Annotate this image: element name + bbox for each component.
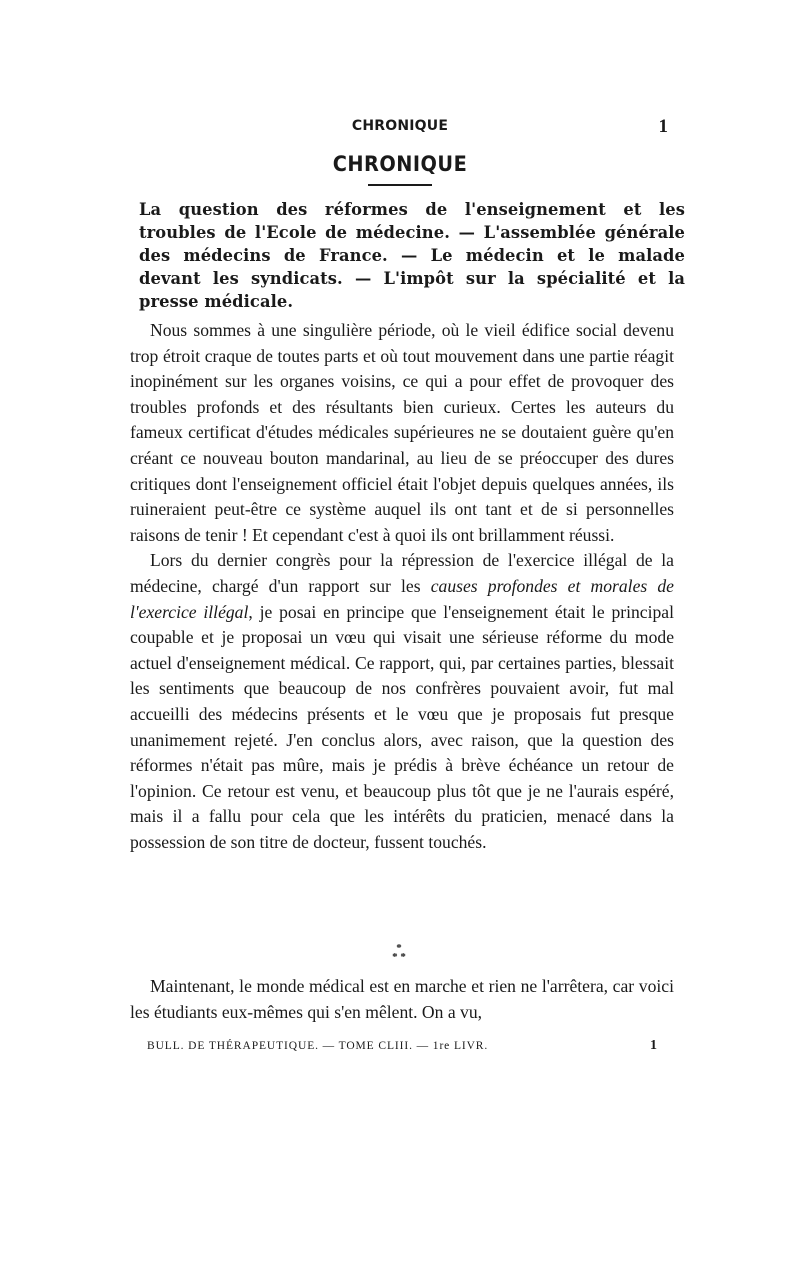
article-body xyxy=(130,318,674,855)
asterism-bottom: * * xyxy=(392,951,406,963)
running-title: CHRONIQUE xyxy=(351,118,449,134)
asterism-top: * xyxy=(396,942,402,954)
article-body-continued xyxy=(130,974,674,1025)
paragraph-2-end: , je posai en principe que l'enseignement était le principal coupable et je proposai un vœu qui visait une sérieuse réforme du mode actuel d'enseignement médical. Ce rapport, qui, par certaines parties, blessait les sentiments que beaucoup de nos confrères pouvaient avoir, fut mal accueilli des médecins présents et le vœu que je proposais fut presque unanimement rejeté. J'en conclus alors, avec raison, que la question des réformes n'était pas mûre, mais je prédis à brève échéance un retour de l'opinion. Ce retour est venu, et beaucoup plus tôt que je ne l'aurais espéré, mais il a fallu pour cela que les intérêts du praticien, menacé dans la possession de son titre de docteur, fussent touchés. xyxy=(130,601,674,852)
paragraph-2-italic: causes profondes et morales de l'exercice illégal xyxy=(130,575,674,622)
footer-signature: BULL. DE THÉRAPEUTIQUE. — TOME CLIII. — 1re LIVR. xyxy=(147,1040,489,1052)
paragraph-3: Maintenant, le monde médical est en marche et rien ne l'arrêtera, car voici les étudiants eux-mêmes qui s'en mêlent. On a vu, xyxy=(130,976,674,1022)
chapter-title: CHRONIQUE xyxy=(332,152,468,176)
paragraph-2-start: Lors du dernier congrès pour la répression de l'exercice illégal de la médecine, chargé d'un rapport sur les xyxy=(130,550,674,596)
page-number: 1 xyxy=(658,116,668,137)
page-footer xyxy=(147,1040,657,1058)
running-head xyxy=(130,118,670,138)
paragraph-2 xyxy=(130,548,674,855)
paragraph-1: Nous sommes à une singulière période, où le vieil édifice social devenu trop étroit craque de toutes parts et où tout mouvement dans une partie réagit inopinément sur les organes voisins, ce qui a pour effet de provoquer des troubles profonds et des résultants bien curieux. Certes les auteurs du fameux certificat d'études médicales supérieures ne se doutaient guère qu'en créant ce nouveau bouton mandarinal, au lieu de se préoccuper des dures critiques dont l'enseignement officiel était l'objet depuis quelques années, ils ruineraient peut-être ce système auquel ils ont tant et de si personnelles raisons de tenir ! Et cependant c'est à quoi ils ont brillamment réussi. xyxy=(130,320,674,545)
title-rule xyxy=(368,184,432,186)
article-summary: La question des réformes de l'enseignement et les troubles de l'Ecole de médecine. — L'assemblée générale des médecins de France. — Le médecin et le malade devant les syndicats. — L'impôt sur la spécialité et la presse médicale. xyxy=(139,200,685,311)
asterism xyxy=(384,944,414,962)
footer-sheet-number: 1 xyxy=(650,1038,657,1053)
